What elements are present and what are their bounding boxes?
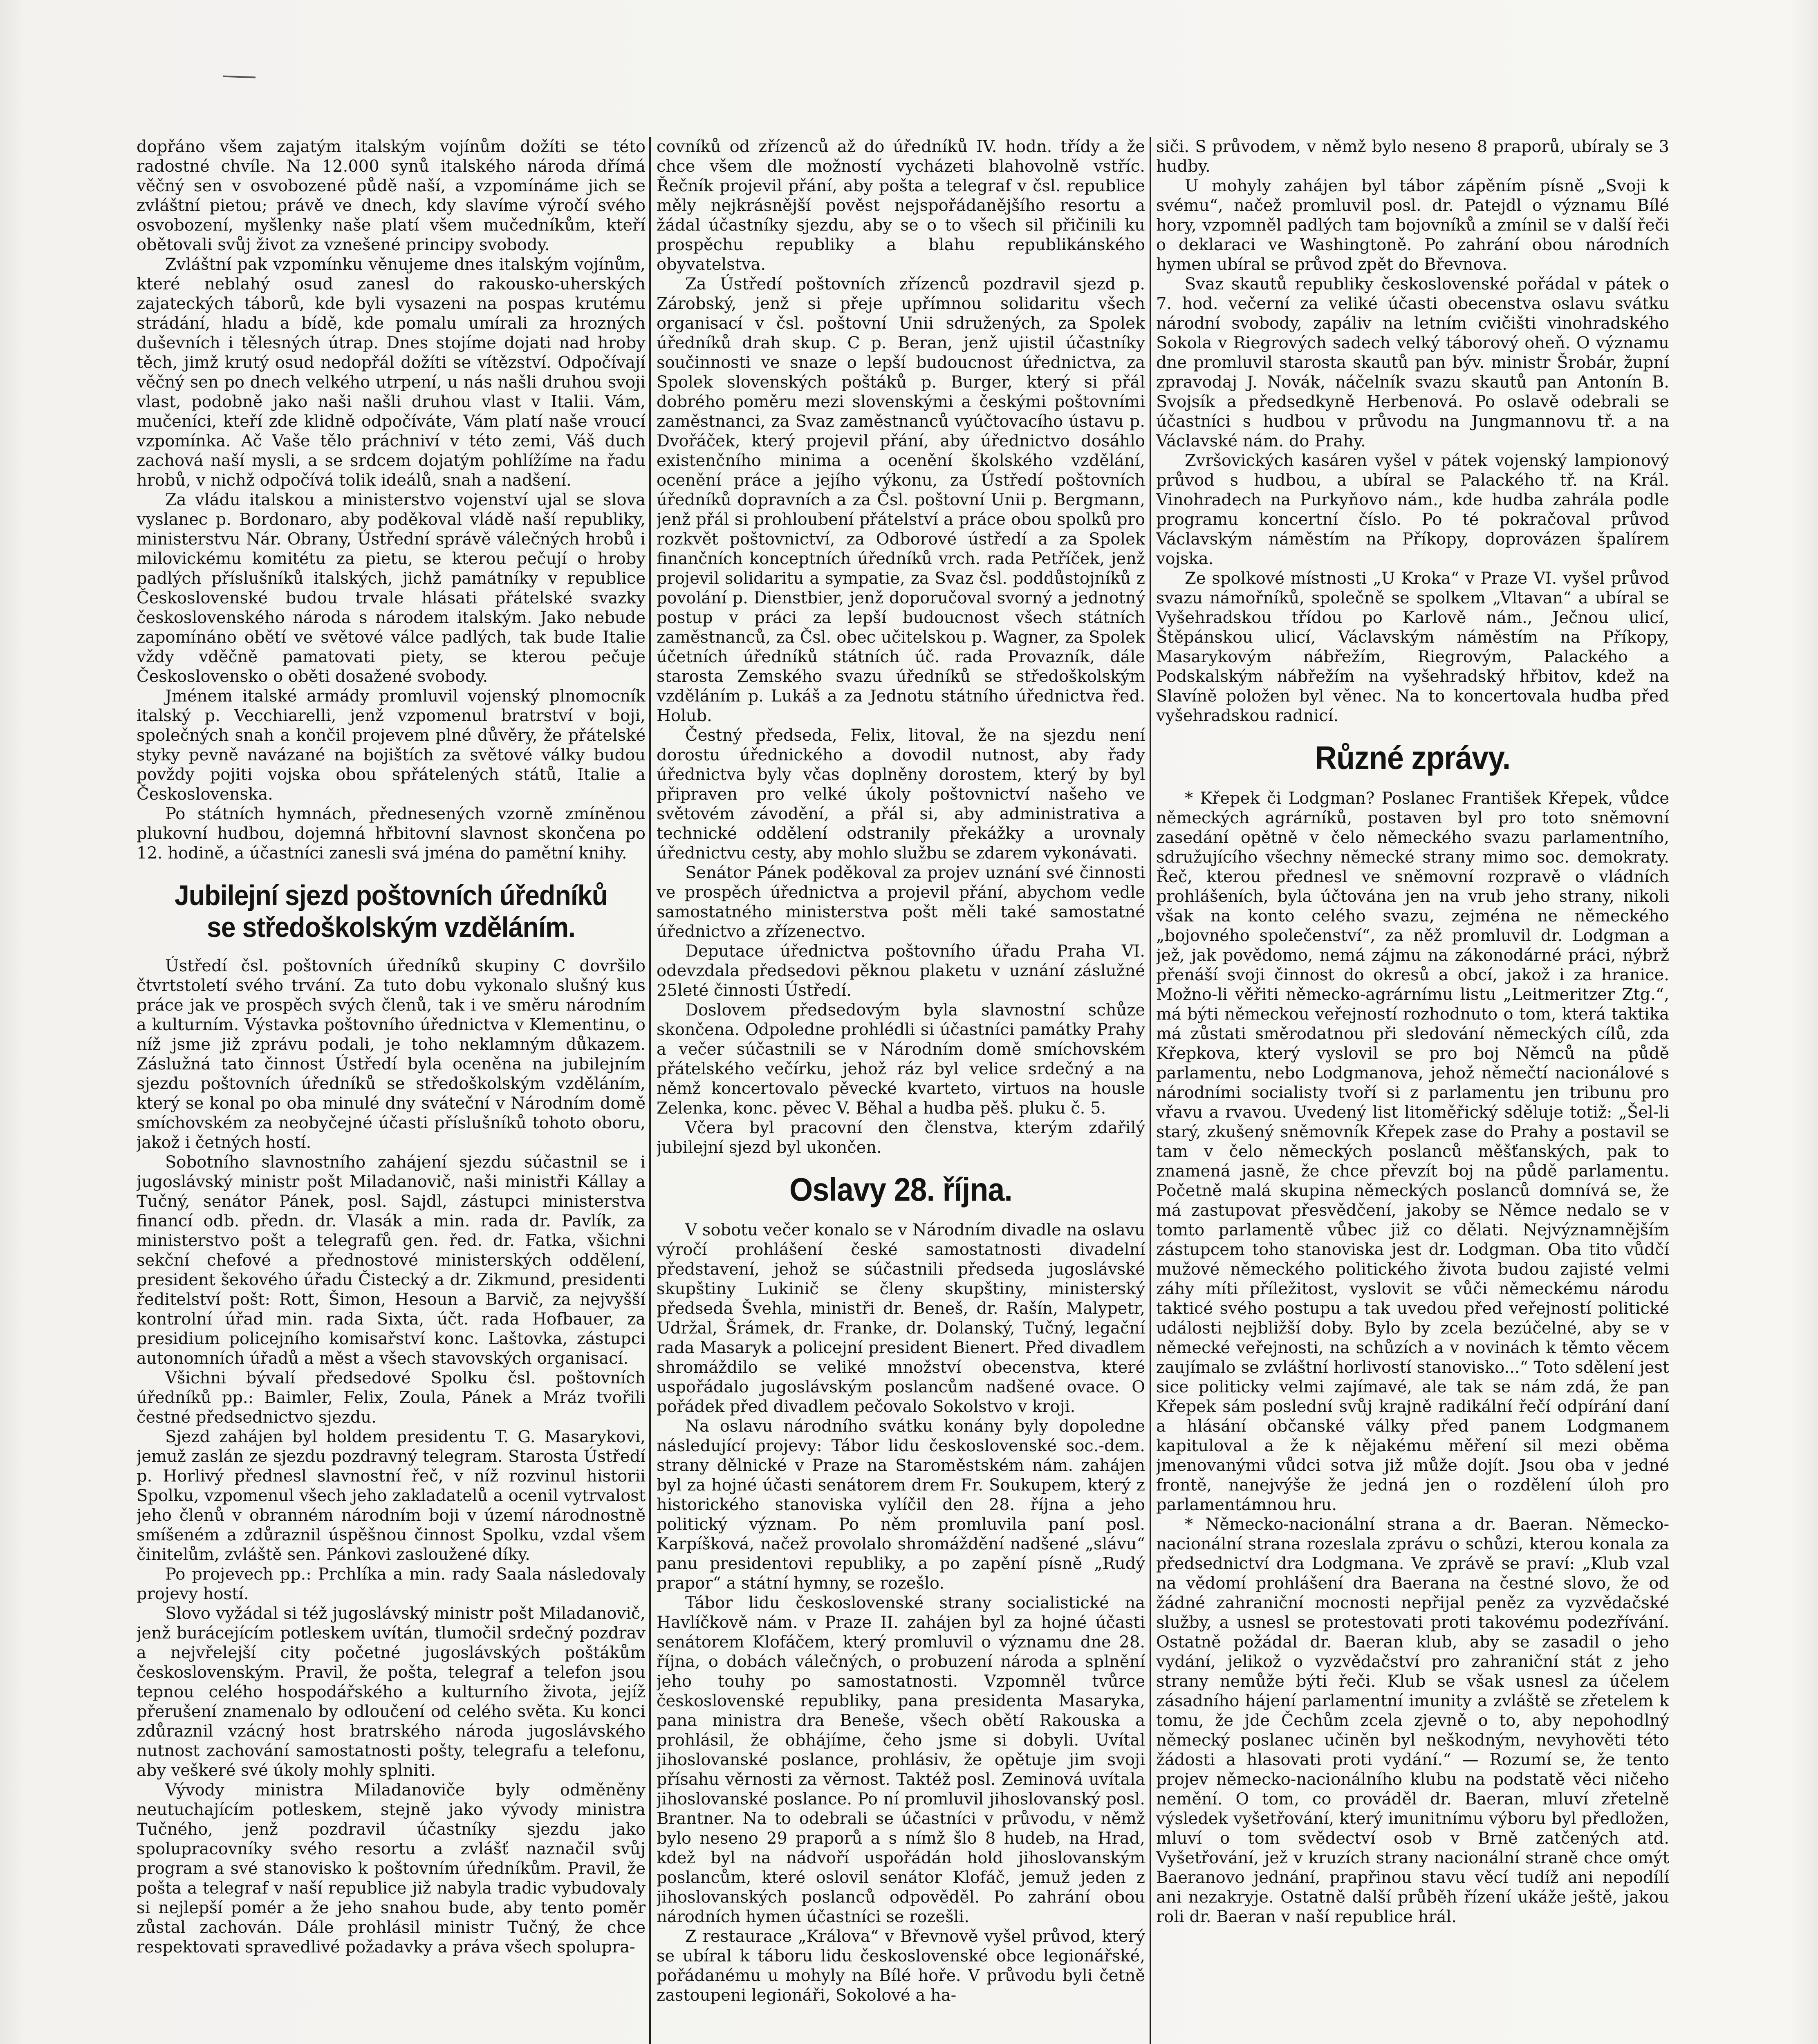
column-2 bbox=[657, 137, 1145, 2044]
column-1 bbox=[137, 137, 646, 2044]
paragraph: Za Ústředí poštovních zřízenců pozdravil sjezd p. Zárobský, jenž si přeje upřímnou solidaritu všech organisací v čsl. poštovní Unii sdružených, za Spolek úředníků drah skup. C p. Beran, jenž ujistil účastníky součinnosti ve snaze o lepší budoucnost úřednictva, za Spolek slovenských poštáků p. Burger, který si přál dobrého poměru mezi slovenskými a českými poštovními zaměstnanci, za Svaz zaměstnanců vyúčtovacího ústavu p. Dvořáček, který projevil přání, aby úřednictvo dosáhlo existenčního minima a ocenění školského vzdělání, ocenění práce a jejího výkonu, za Ústředí poštovních úředníků dopravních a za Čsl. poštovní Unii p. Bergmann, jenž přál si prohloubení přátelství a práce obou spolků pro rozkvět poštovnictví, za Odborové ústředí a za Spolek finančních konceptních úředníků vrch. rada Petříček, jenž projevil solidaritu a sympatie, za Svaz čsl. poddůstojníků z povolání p. Dienstbier, jenž doporučoval svorný a jednotný postup v práci za lepší budoucnost všech státních zaměstnanců, za Čsl. obec učitelskou p. Wagner, za Spolek účetních úředníků státních úč. rada Provazník, dále starosta Zemského svazu úředníků se středoškolským vzděláním p. Lukáš a za Jednotu státního úřednictva řed. Holub. bbox=[657, 275, 1145, 725]
paragraph: dopřáno všem zajatým italským vojínům dožíti se této radostné chvíle. Na 12.000 synů italského národa dřímá věčný sen v osvobozené půdě naší, a vzpomínáme jich se zvláštní pietou; právě ve dnech, kdy slavíme výročí svého osvobození, myšlenky naše platí všem mučedníkům, kteří obětovali svůj život za vznešené principy svobody. bbox=[137, 137, 646, 254]
article-postal-congress bbox=[137, 956, 646, 1957]
paragraph: Zvláštní pak vzpomínku věnujeme dnes italským vojínům, které neblahý osud zanesl do rakousko-uherských zajateckých táborů, kde byli vysazeni na pospas krutému strádání, hladu a bídě, kde pomalu umírali za hrozných duševních i tělesných útrap. Dnes stojíme dojati nad hroby těch, jimž krutý osud nedopřál dožíti se vítězství. Odpočívají věčný sen po dnech velkého utrpení, u nás našli druhou svoji vlast, podobně jako naši našli druhou vlast v Italii. Vám, mučeníci, kteří zde klidně odpočíváte, Vám platí naše vroucí vzpomínka. Ač Vaše tělo práchniví v této zemi, Váš duch zachová naší mysli, a se srdcem dojatým pohlížíme na řadu hrobů, v nichž odpočívá tolik ideálů, snah a nadšení. bbox=[137, 255, 646, 490]
paragraph: * Křepek či Lodgman? Poslanec František Křepek, vůdce německých agrárníků, postaven byl pro toto sněmovní zasedání opětně v čelo německého svazu parlamentního, sdružujícího všechny německé strany mimo soc. demokraty. Řeč, kterou přednesl ve sněmovní rozpravě o vládních prohlášeních, byla účtována jen na vrub jeho strany, nikoli však na konto celého svazu, zejména ne německého „bojovného společenství“, za něž promluvil dr. Lodgman a jež, jak povědomo, nemá zájmu na zákonodárné práci, nýbrž přenáší svoji činnost do okresů a obcí, jakož i za hranice. Možno-li věřiti německo-agrárnímu listu „Leitmeritzer Ztg.“, má býti německou veřejností rozhodnuto o tom, která taktika má zůstati směrodatnou při sledování německých cílů, zda Křepkova, který vyslovil se pro boj Němců na půdě parlamentu, nebo Lodgmanova, jehož němečtí nacionálové s národními socialisty tvoří si z parlamentu jen tribunu pro vřavu a rvavou. Uvedený list litoměřický sděluje totiž: „Šel-li starý, zkušený sněmovník Křepek zase do Prahy a postavil se tam v čelo německých poslanců měšťanských, pak to znamená jasně, že chce převzít boj na půdě parlamentu. Početně malá skupina německých poslanců domnívá se, že má zastupovat přesvědčení, jakoby se Němce nedalo se v tomto parlamentě vůbec již co dělati. Nejvýznamnějším zástupcem toho stanoviska jest dr. Lodgman. Oba tito vůdčí mužové německého politického života budou zajisté velmi záhy míti příležitost, vyslovit se vůči německému národu takticé svého postupu a tak uvedou před veřejností politické události nejbližší doby. Bylo by zcela bezúčelné, aby se v německé veřejnosti, na schůzích a v novinách k těmto věcem zaujímalo se zvláštní horlivostí stanovisko...“ Toto sdělení jest sice politicky velmi zajímavé, ale tak se nám zdá, že pan Křepek sám poslední svůj krajně radikální řečí odpírání daní a hlásání občanské války před panem Lodgmanem kapituloval a že k nějakému měření sil mezi oběma jmenovanými vůdci sotva již může dojít. Jsou oba v jedné frontě, nanejvýše že jedná jen o rozdělení úloh pro parlamentámnou hru. bbox=[1156, 789, 1669, 1514]
paragraph: Po státních hymnách, přednesených vzorně zmíněnou plukovní hudbou, dojemná hřbitovní slavnost skončena po 12. hodině, a účastníci zanesli svá jména do pamětní knihy. bbox=[137, 805, 646, 863]
paragraph: Vývody ministra Miladanoviče byly odměněny neutuchajícím potleskem, stejně jako vývody ministra Tučného, jenž pozdravil účastníky sjezdu jako spolupracovníky svého resortu a zvlášť naznačil svůj program a své stanovisko k poštovním úředníkům. Pravil, že pošta a telegraf v naší republice již nabyla tradic vybudovaly si nejlepší pomér a že jeho snahou bude, aby tento poměr zůstal zachován. Dále prohlásil ministr Tučný, že chce respektovati spravedlivé požadavky a práva všech spolupra- bbox=[137, 1781, 646, 1957]
article-italian-war-graves bbox=[137, 137, 646, 863]
article-october-celebrations bbox=[657, 1220, 1145, 2005]
paragraph: Svaz skautů republiky československé pořádal v pátek o 7. hod. večerní za veliké účasti obecenstva oslavu svátku národní svobody, zapáliv na letním cvičišti vinohradského Sokola v Riegrových sadech velký táborový oheň. O významu dne promluvil starosta skautů pan býv. ministr Šrobár, župní zpravodaj J. Novák, náčelník svazu skautů pan Antonín B. Svojsík a předsedkyně Herbenová. Po oslavě odebrali se účastníci s hudbou v průvodu na Jungmannovu tř. a na Václavské nám. do Prahy. bbox=[1156, 275, 1669, 450]
paragraph: Z restaurace „Králova“ v Břevnově vyšel průvod, který se ubíral k táboru lidu československé obce legionářské, pořádanému u mohyly na Bílé hoře. V průvodu byli četně zastoupeni legionáři, Sokolové a ha- bbox=[657, 1927, 1145, 2005]
paragraph: Doslovem předsedovým byla slavnostní schůze skončena. Odpoledne prohlédli si účastníci památky Prahy a večer súčastnili se v Národním domě smíchovském přátelského večírku, jehož ráz byl velice srdečný a na němž koncertovalo pěvecké kvarteto, virtuos na housle Zelenka, konc. pěvec V. Běhal a hudba pěš. pluku č. 5. bbox=[657, 1001, 1145, 1118]
paragraph: Slovo vyžádal si též jugoslávský ministr pošt Miladanovič, jenž burácejícím potleskem uvítán, tlumočil srdečný pozdrav a nejvřelejší city početné jugoslávských poštákům československým. Pravil, že pošta, telegraf a telefon jsou tepnou celého hospodářského a kulturního života, jejíž přerušení znamenalo by odloučení od celého světa. Ku konci zdůraznil vzácný host bratrského národa jugoslávského nutnost zachování samostatnosti pošty, telegrafu a telefonu, aby veškeré své úkoly mohly splniti. bbox=[137, 1604, 646, 1780]
headline-various-news: Různé zprávy. bbox=[1315, 740, 1511, 776]
column-rule-left bbox=[649, 137, 651, 2044]
paragraph: Ze spolkové místnosti „U Kroka“ v Praze VI. vyšel průvod svazu námořníků, společně se spolkem „Vltavan“ a ubíral se Vyšehradskou třídou po Karlově nám., Ječnou ulicí, Štěpánskou ulicí, Václavským náměstím na Příkopy, Masarykovým nábřežím, Riegrovým, Palackého a Podskalským nábřežím na vyšehradský hřbitov, kdež na Slavíně položen byl věnec. Na to koncertovala hudba před vyšehradskou radnicí. bbox=[1156, 569, 1669, 725]
paragraph: Všichni bývalí předsedové Spolku čsl. poštovních úředníků pp.: Baimler, Felix, Zoula, Pánek a Mráz tvořili čestné předsednictvo sjezdu. bbox=[137, 1369, 646, 1427]
paragraph: Čestný předseda, Felix, litoval, že na sjezdu není dorostu úřednického a dovodil nutnost, aby řady úřednictva byly včas doplněny dorostem, který by byl připraven pro velké úkoly poštovnictví našeho ve světovém závodění, a přál si, aby administrativa a technické oddělení odstranily překážky a urovnaly úřednictvu cesty, aby mohlo službu se zdarem vykonávati. bbox=[657, 726, 1145, 863]
paragraph: Sobotního slavnostního zahájení sjezdu súčastnil se i jugoslávský ministr pošt Miladanovič, naši ministři Kállay a Tučný, senátor Pánek, posl. Sajdl, zástupci ministerstva financí odb. předn. dr. Vlasák a min. rada dr. Pavlík, za ministerstvo pošt a telegrafů gen. řed. dr. Fatka, všichni sekční chefové a přednostové ministerských oddělení, president šekového úřadu Čistecký a dr. Zikmund, presidenti ředitelství pošt: Rott, Šimon, Hesoun a Barvič, za nejvyšší kontrolní úřad min. rada Sixta, účt. rada Hofbauer, za presidium policejního komisařství konc. Laštovka, zástupci autonomních úřadů a měst a všech stavovských organisací. bbox=[137, 1153, 646, 1368]
paragraph: Tábor lidu československé strany socialistické na Havlíčkově nám. v Praze II. zahájen byl za hojné účasti senátorem Klofáčem, který promluvil o významu dne 28. října, o dobách válečných, o probuzení národa a splnění jeho touhy po samostatnosti. Vzpomněl tvůrce československé republiky, pana presidenta Masaryka, pana ministra dra Beneše, všech obětí Rakouska a prohlásil, že obhájíme, čeho jsme si dobyli. Uvítal jihoslovanské poslance, prohlásiv, že opětuje jim svoji přísahu věrnosti za věrnost. Taktéž posl. Zeminová uvítala jihoslovanské poslance. Po ní promluvil jihoslovanský posl. Brantner. Na to odebrali se účastníci v průvodu, v němž bylo neseno 29 praporů a s nímž šlo 8 hudeb, na Hrad, kdež byl na nádvoří uspořádán hold jihoslovanským poslancům, které oslovil senátor Klofáč, jemuž jeden z jihoslovanských poslanců odpověděl. Po zahrání obou národních hymen účastníci se rozešli. bbox=[657, 1594, 1145, 1926]
paragraph: Senátor Pánek poděkoval za projev uznání své činnosti ve prospěch úřednictva a projevil přání, abychom vedle samostatného ministerstva pošt měli také samostatné úřednictvo a zřízenectvo. bbox=[657, 863, 1145, 941]
paragraph: U mohyly zahájen byl tábor zápěním písně „Svoji k svému“, načež promluvil posl. dr. Patejdl o významu Bílé hory, vzpomněl padlých tam bojovníků a zmínil se v další řeči o deklaraci ve Washingtoně. Po zahrání obou národních hymen ubíral se průvod zpět do Břevnova. bbox=[1156, 177, 1669, 274]
column-3 bbox=[1156, 137, 1669, 2044]
article-october-celebrations-continued bbox=[1156, 137, 1669, 726]
paragraph: siči. S průvodem, v němž bylo neseno 8 praporů, ubíraly se 3 hudby. bbox=[1156, 137, 1669, 176]
paragraph: Zvršovických kasáren vyšel v pátek vojenský lampionový průvod s hudbou, a ubíral se Palackého tř. na Král. Vinohradech na Purkyňovo nám., kde hudba zahrála podle programu koncertní číslo. Po té pokračoval průvod Václavským náměstím na Příkopy, doprovázen špalírem vojska. bbox=[1156, 451, 1669, 568]
page-mark bbox=[223, 76, 256, 78]
paragraph: Sjezd zahájen byl holdem presidentu T. G. Masarykovi, jemuž zaslán ze sjezdu pozdravný telegram. Starosta Ústředí p. Horlivý přednesl slavnostní řeč, v níž rozvinul historii Spolku, vzpomenul všech jeho zakladatelů a ocenil vytrvalost jeho členů v obranném národním boji v území národnostně smíšeném a zdůraznil úspěšnou činnost Spolku, vzdal všem činitelům, zvláště sen. Pánkovi zasloužené díky. bbox=[137, 1428, 646, 1564]
paragraph: Za vládu italskou a ministerstvo vojenství ujal se slova vyslanec p. Bordonaro, aby poděkoval vládě naší republiky, ministerstvu Nár. Obrany, Ústřední správě válečných hrobů i milovickému komitétu za pietu, se kterou pečují o hroby padlých příslušníků italských, jichž památníky v republice Československé budou trvale hlásati přátelské svazky československého národa s národem italským. Jako nebude zapomínáno obětí ve světové válce padlých, tak bude Italie vždy vděčně pamatovati piety, se kterou pečuje Československo o oběti dosažené svobody. bbox=[137, 491, 646, 686]
article-various-news bbox=[1156, 789, 1669, 1927]
paragraph: V sobotu večer konalo se v Národním divadle na oslavu výročí prohlášení české samostatnosti divadelní představení, jehož se súčastnili předseda jugoslávské skupštiny Lukinič se členy skupštiny, ministerský předseda Švehla, ministři dr. Beneš, dr. Rašín, Malypetr, Udržal, Šrámek, dr. Franke, dr. Dolanský, Tučný, legační rada Masaryk a policejní president Bienert. Před divadlem shromáždilo se veliké množství obecenstva, které uspořádalo jugoslávským poslancům nadšené ovace. O pořádek před divadlem pečovalo Sokolstvo v kroji. bbox=[657, 1221, 1145, 1416]
paragraph: * Německo-nacionální strana a dr. Baeran. Německo-nacionální strana rozeslala zprávu o schůzi, kterou konala za předsednictví dra Lodgmana. Ve zprávě se praví: „Klub vzal na vědomí prohlášení dra Baerana na čestné slovo, že od žádné zahraniční mocnosti nepřijal peněz za vyzvědačské služby, a usnesl se protestovati proti takovému podezřívání. Ostatně požádal dr. Baeran klub, aby se zasadil o jeho vydání, jelikož o vyzvědačství pro zahraniční stát z jeho strany nemůže býti řeči. Klub se však usnesl za účelem zásadního hájení parlamentní imunity a zvláště se zřetelem k tomu, že jde Čechům zcela zjevně o to, aby nepohodlný německý poslanec učiněn byl neškodným, nevyhověti této žádosti a hlasovati proti vydání.“ — Rozumí se, že tento projev německo-nacionálního klubu na podstatě věci ničeho nemění. O tom, co prováděl dr. Baeran, mluví zřetelně výsledek vyšetřování, který imunitnímu výboru byl předložen, mluví o tom svědectví osob v Brně zatčených atd. Vyšetřování, jež v kruzích strany nacionální straně chce omýt Baeranovo jednání, prapřinou stavu věcí tudíž ani nepodílí ani nezakryje. Ostatně další průběh řízení ukáže ještě, jakou roli dr. Baeran v naší republice hrál. bbox=[1156, 1515, 1669, 1926]
paragraph: Na oslavu národního svátku konány byly dopoledne následující projevy: Tábor lidu československé soc.-dem. strany dělnické v Praze na Staroměstském nám. zahájen byl za hojné účasti senátorem drem Fr. Soukupem, který z historického stanoviska vylíčil den 28. října a jeho politický význam. Po něm promluvila paní posl. Karpíšková, načež provolalo shromáždění nadšené „slávu“ panu presidentovi republiky, a po zapění písně „Rudý prapor“ a státní hymny, se rozešlo. bbox=[657, 1417, 1145, 1593]
paragraph: Jménem italské armády promluvil vojenský plnomocník italský p. Vecchiarelli, jenž vzpomenul bratrství v boji, společných snah a končil projevem plné důvěry, že přátelské styky pevně navázané na bojištích za světové války budou povždy pojiti vojska obou spřátelených států, Italie a Československa. bbox=[137, 687, 646, 804]
headline-october-celebrations: Oslavy 28. října. bbox=[789, 1171, 1012, 1208]
paragraph: Včera byl pracovní den členstva, kterým zdařilý jubilejní sjezd byl ukončen. bbox=[657, 1118, 1145, 1157]
article-postal-congress-continued bbox=[657, 137, 1145, 1157]
paragraph: Deputace úřednictva poštovního úřadu Praha VI. odevzdala předsedovi pěknou plaketu v uznání záslužné 25leté činnosti Ústředí. bbox=[657, 942, 1145, 1000]
headline-postal-congress: Jubilejní sjezd poštovních úředníků se středoškolským vzděláním. bbox=[174, 879, 608, 943]
paragraph: Ústředí čsl. poštovních úředníků skupiny C dovršilo čtvrtstoletí svého trvání. Za tuto dobu vykonalo slušný kus práce jak ve prospěch svých členů, tak i ve směru národním a kulturním. Výstavka poštovního úřednictva v Klementinu, o níž jsme již zprávu podali, je toho neklamným důkazem. Záslužná tato činnost Ústředí byla oceněna na jubilejním sjezdu poštovních úředníků se středoškolským vzděláním, který se konal po oba minulé dny sváteční v Národním domě smíchovském za neobyčejné účasti příslušníků tohoto oboru, jakož i četných hostí. bbox=[137, 957, 646, 1152]
paragraph: Po projevech pp.: Prchlíka a min. rady Saala následovaly projevy hostí. bbox=[137, 1565, 646, 1603]
paragraph: covníků od zřízenců až do úředníků IV. hodn. třídy a že chce všem dle možností vycházeti blahovolně vstříc. Řečník projevil přání, aby pošta a telegraf v čsl. republice měly nejkrásnější pověst nejspořádanějšího resortu a žádal účastníky sjezdu, aby se o to všech sil přičinili ku prospěchu republiky a blahu republikánského obyvatelstva. bbox=[657, 137, 1145, 274]
column-rule-right bbox=[1150, 137, 1151, 2044]
